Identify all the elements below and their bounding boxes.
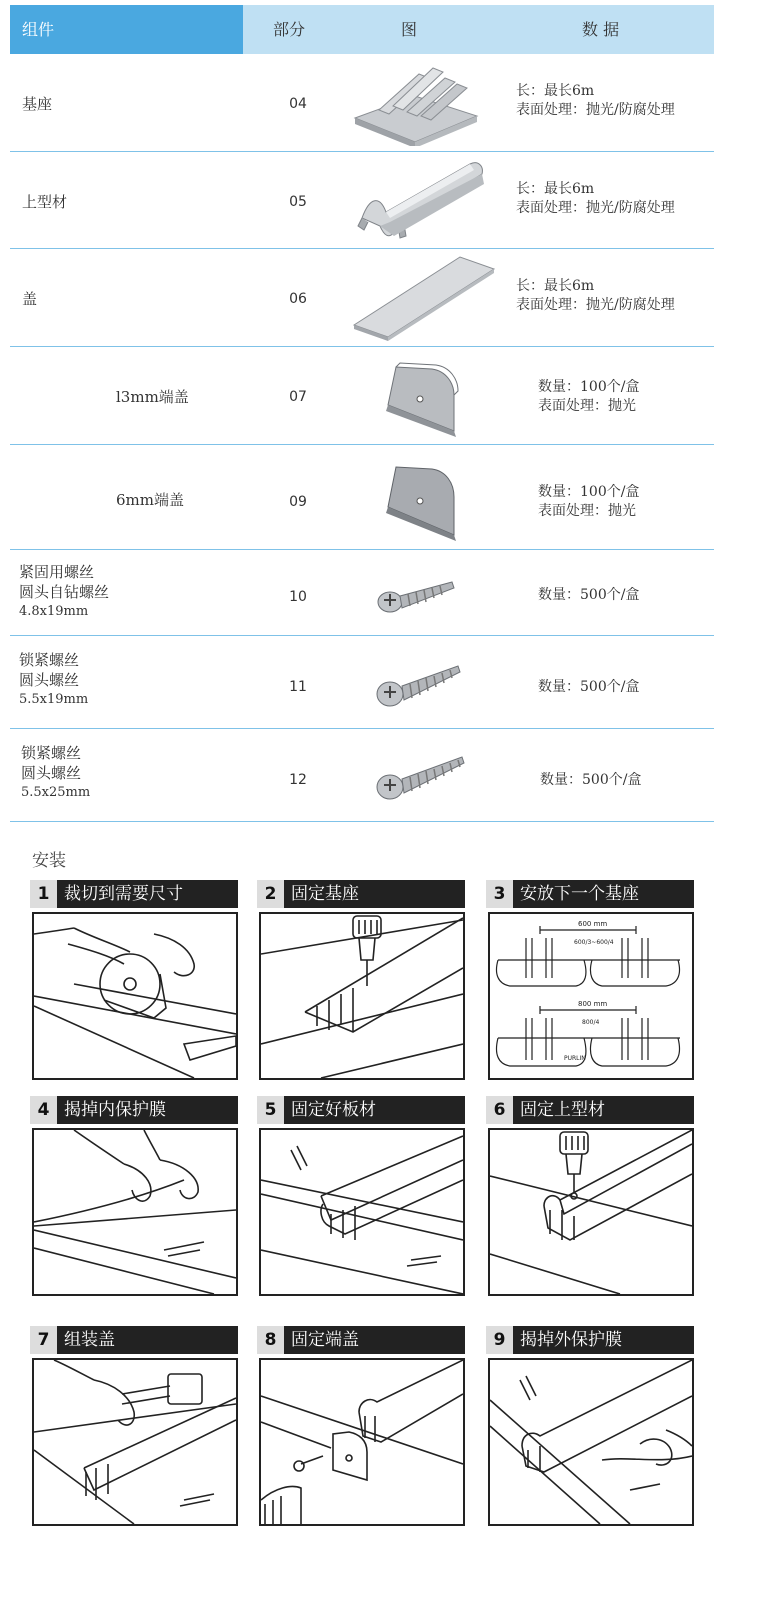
- step-number: 4: [30, 1096, 57, 1124]
- step-illustration: [259, 1128, 465, 1296]
- install-step-5: [257, 1096, 465, 1298]
- step-header: [257, 880, 465, 908]
- step-label: 固定上型材: [520, 1100, 605, 1120]
- row-part-number: 10: [289, 589, 307, 605]
- base-profile-image: [345, 60, 485, 146]
- locking-screw-25mm-image: [374, 749, 466, 807]
- step-number: 8: [257, 1326, 284, 1354]
- row-data-line: 表面处理：抛光/防腐处理: [516, 297, 675, 313]
- install-step-7: [30, 1326, 238, 1528]
- dimension-note-600: 600/3~600/4: [574, 939, 614, 946]
- step-illustration: [32, 912, 238, 1080]
- step-illustration: [32, 1128, 238, 1296]
- row-data-line: 数量：500个/盒: [538, 587, 640, 603]
- end-cap-6mm-image: [374, 457, 464, 543]
- row-data: [516, 180, 675, 218]
- row-data-line: 长：最长6m: [516, 83, 595, 99]
- row-data-line: 表面处理：抛光: [538, 398, 636, 414]
- install-step-4: [30, 1096, 238, 1298]
- row-part-number: 05: [289, 194, 307, 210]
- row-data: [516, 277, 675, 315]
- row-data: [538, 483, 639, 521]
- step-label: 揭掉内保护膜: [64, 1100, 166, 1120]
- row-component-name: [19, 650, 88, 710]
- install-section-title: 安装: [32, 851, 66, 871]
- table-row: [10, 636, 714, 729]
- self-drilling-screw-image: [374, 570, 464, 622]
- row-data: [538, 586, 639, 605]
- row-part-number: 11: [289, 679, 307, 695]
- row-data-line: 长：最长6m: [516, 181, 595, 197]
- step-label: 组装盖: [64, 1330, 115, 1350]
- row-data-line: 长：最长6m: [516, 278, 595, 294]
- step-illustration: [488, 912, 694, 1080]
- row-component-line: 圆头螺丝: [21, 764, 82, 782]
- install-step-3: [486, 880, 694, 1082]
- row-data-line: 数量：500个/盒: [538, 679, 640, 695]
- row-component-name: 6mm端盖: [116, 491, 184, 509]
- table-row: [10, 347, 714, 445]
- row-component-line: 5.5x25mm: [21, 785, 91, 800]
- step-illustration: [488, 1358, 694, 1526]
- row-part-number: 09: [289, 494, 307, 510]
- step-number: 3: [486, 880, 513, 908]
- step-number: 5: [257, 1096, 284, 1124]
- row-component-line: 圆头螺丝: [19, 671, 80, 689]
- row-data-line: 数量：100个/盒: [538, 379, 640, 395]
- step-label: 固定基座: [291, 884, 359, 904]
- table-row: [10, 729, 714, 822]
- dimension-600: 600 mm: [578, 920, 608, 928]
- row-data-line: 表面处理：抛光/防腐处理: [516, 200, 675, 216]
- row-component-name: l3mm端盖: [116, 388, 189, 406]
- row-component-line: 4.8x19mm: [19, 604, 89, 619]
- header-data: 数 据: [582, 20, 620, 39]
- step-number: 7: [30, 1326, 57, 1354]
- install-step-2: [257, 880, 465, 1082]
- step-label: 固定端盖: [291, 1330, 359, 1350]
- step-header: [257, 1326, 465, 1354]
- step-label: 安放下一个基座: [520, 884, 639, 904]
- step-number: 2: [257, 880, 284, 908]
- step-number: 1: [30, 880, 57, 908]
- dimension-note-800: 800/4: [582, 1019, 600, 1026]
- row-data-line: 表面处理：抛光: [538, 503, 636, 519]
- step-illustration: [488, 1128, 694, 1296]
- row-component-line: 锁紧螺丝: [19, 651, 80, 669]
- row-component-line: 5.5x19mm: [19, 692, 89, 707]
- step-illustration: [259, 912, 465, 1080]
- table-row: [10, 550, 714, 636]
- table-row: [10, 152, 714, 249]
- row-data: [540, 771, 641, 790]
- dimension-800: 800 mm: [578, 1000, 608, 1008]
- header-part: 部分: [273, 20, 306, 39]
- row-data: [538, 378, 639, 416]
- row-data-line: 表面处理：抛光/防腐处理: [516, 102, 675, 118]
- row-part-number: 12: [289, 772, 307, 788]
- step-number: 6: [486, 1096, 513, 1124]
- header-image: 图: [401, 20, 418, 39]
- header-component: 组件: [10, 5, 243, 54]
- row-data-line: 数量：500个/盒: [540, 772, 642, 788]
- locking-screw-19mm-image: [374, 656, 464, 714]
- step-number: 9: [486, 1326, 513, 1354]
- step-label: 固定好板材: [291, 1100, 376, 1120]
- table-row: [10, 249, 714, 347]
- install-step-9: [486, 1326, 694, 1528]
- table-header: [10, 5, 714, 54]
- step-header: [30, 1326, 238, 1354]
- install-step-8: [257, 1326, 465, 1528]
- step-illustration: [259, 1358, 465, 1526]
- step-label: 裁切到需要尺寸: [64, 884, 183, 904]
- top-profile-image: [350, 156, 490, 246]
- row-component-name: [19, 562, 109, 622]
- row-component-line: 圆头自钻螺丝: [19, 583, 110, 601]
- end-cap-13mm-image: [374, 359, 464, 439]
- table-row: [10, 445, 714, 550]
- purlin-label: PURLIN: [564, 1055, 586, 1062]
- row-component-line: 紧固用螺丝: [19, 563, 95, 581]
- row-component-name: 盖: [22, 290, 38, 308]
- row-data: [538, 678, 639, 697]
- install-step-1: [30, 880, 238, 1082]
- row-component-line: 锁紧螺丝: [21, 744, 82, 762]
- install-step-6: [486, 1096, 694, 1298]
- row-part-number: 07: [289, 389, 307, 405]
- row-data: [516, 82, 675, 120]
- row-component-name: 上型材: [22, 193, 68, 211]
- cover-profile-image: [348, 255, 498, 341]
- row-data-line: 数量：100个/盒: [538, 484, 640, 500]
- row-part-number: 06: [289, 291, 307, 307]
- step-illustration: [32, 1358, 238, 1526]
- step-label: 揭掉外保护膜: [520, 1330, 622, 1350]
- table-row: [10, 54, 714, 152]
- row-component-name: [21, 743, 90, 803]
- row-part-number: 04: [289, 96, 307, 112]
- row-component-name: 基座: [22, 95, 53, 113]
